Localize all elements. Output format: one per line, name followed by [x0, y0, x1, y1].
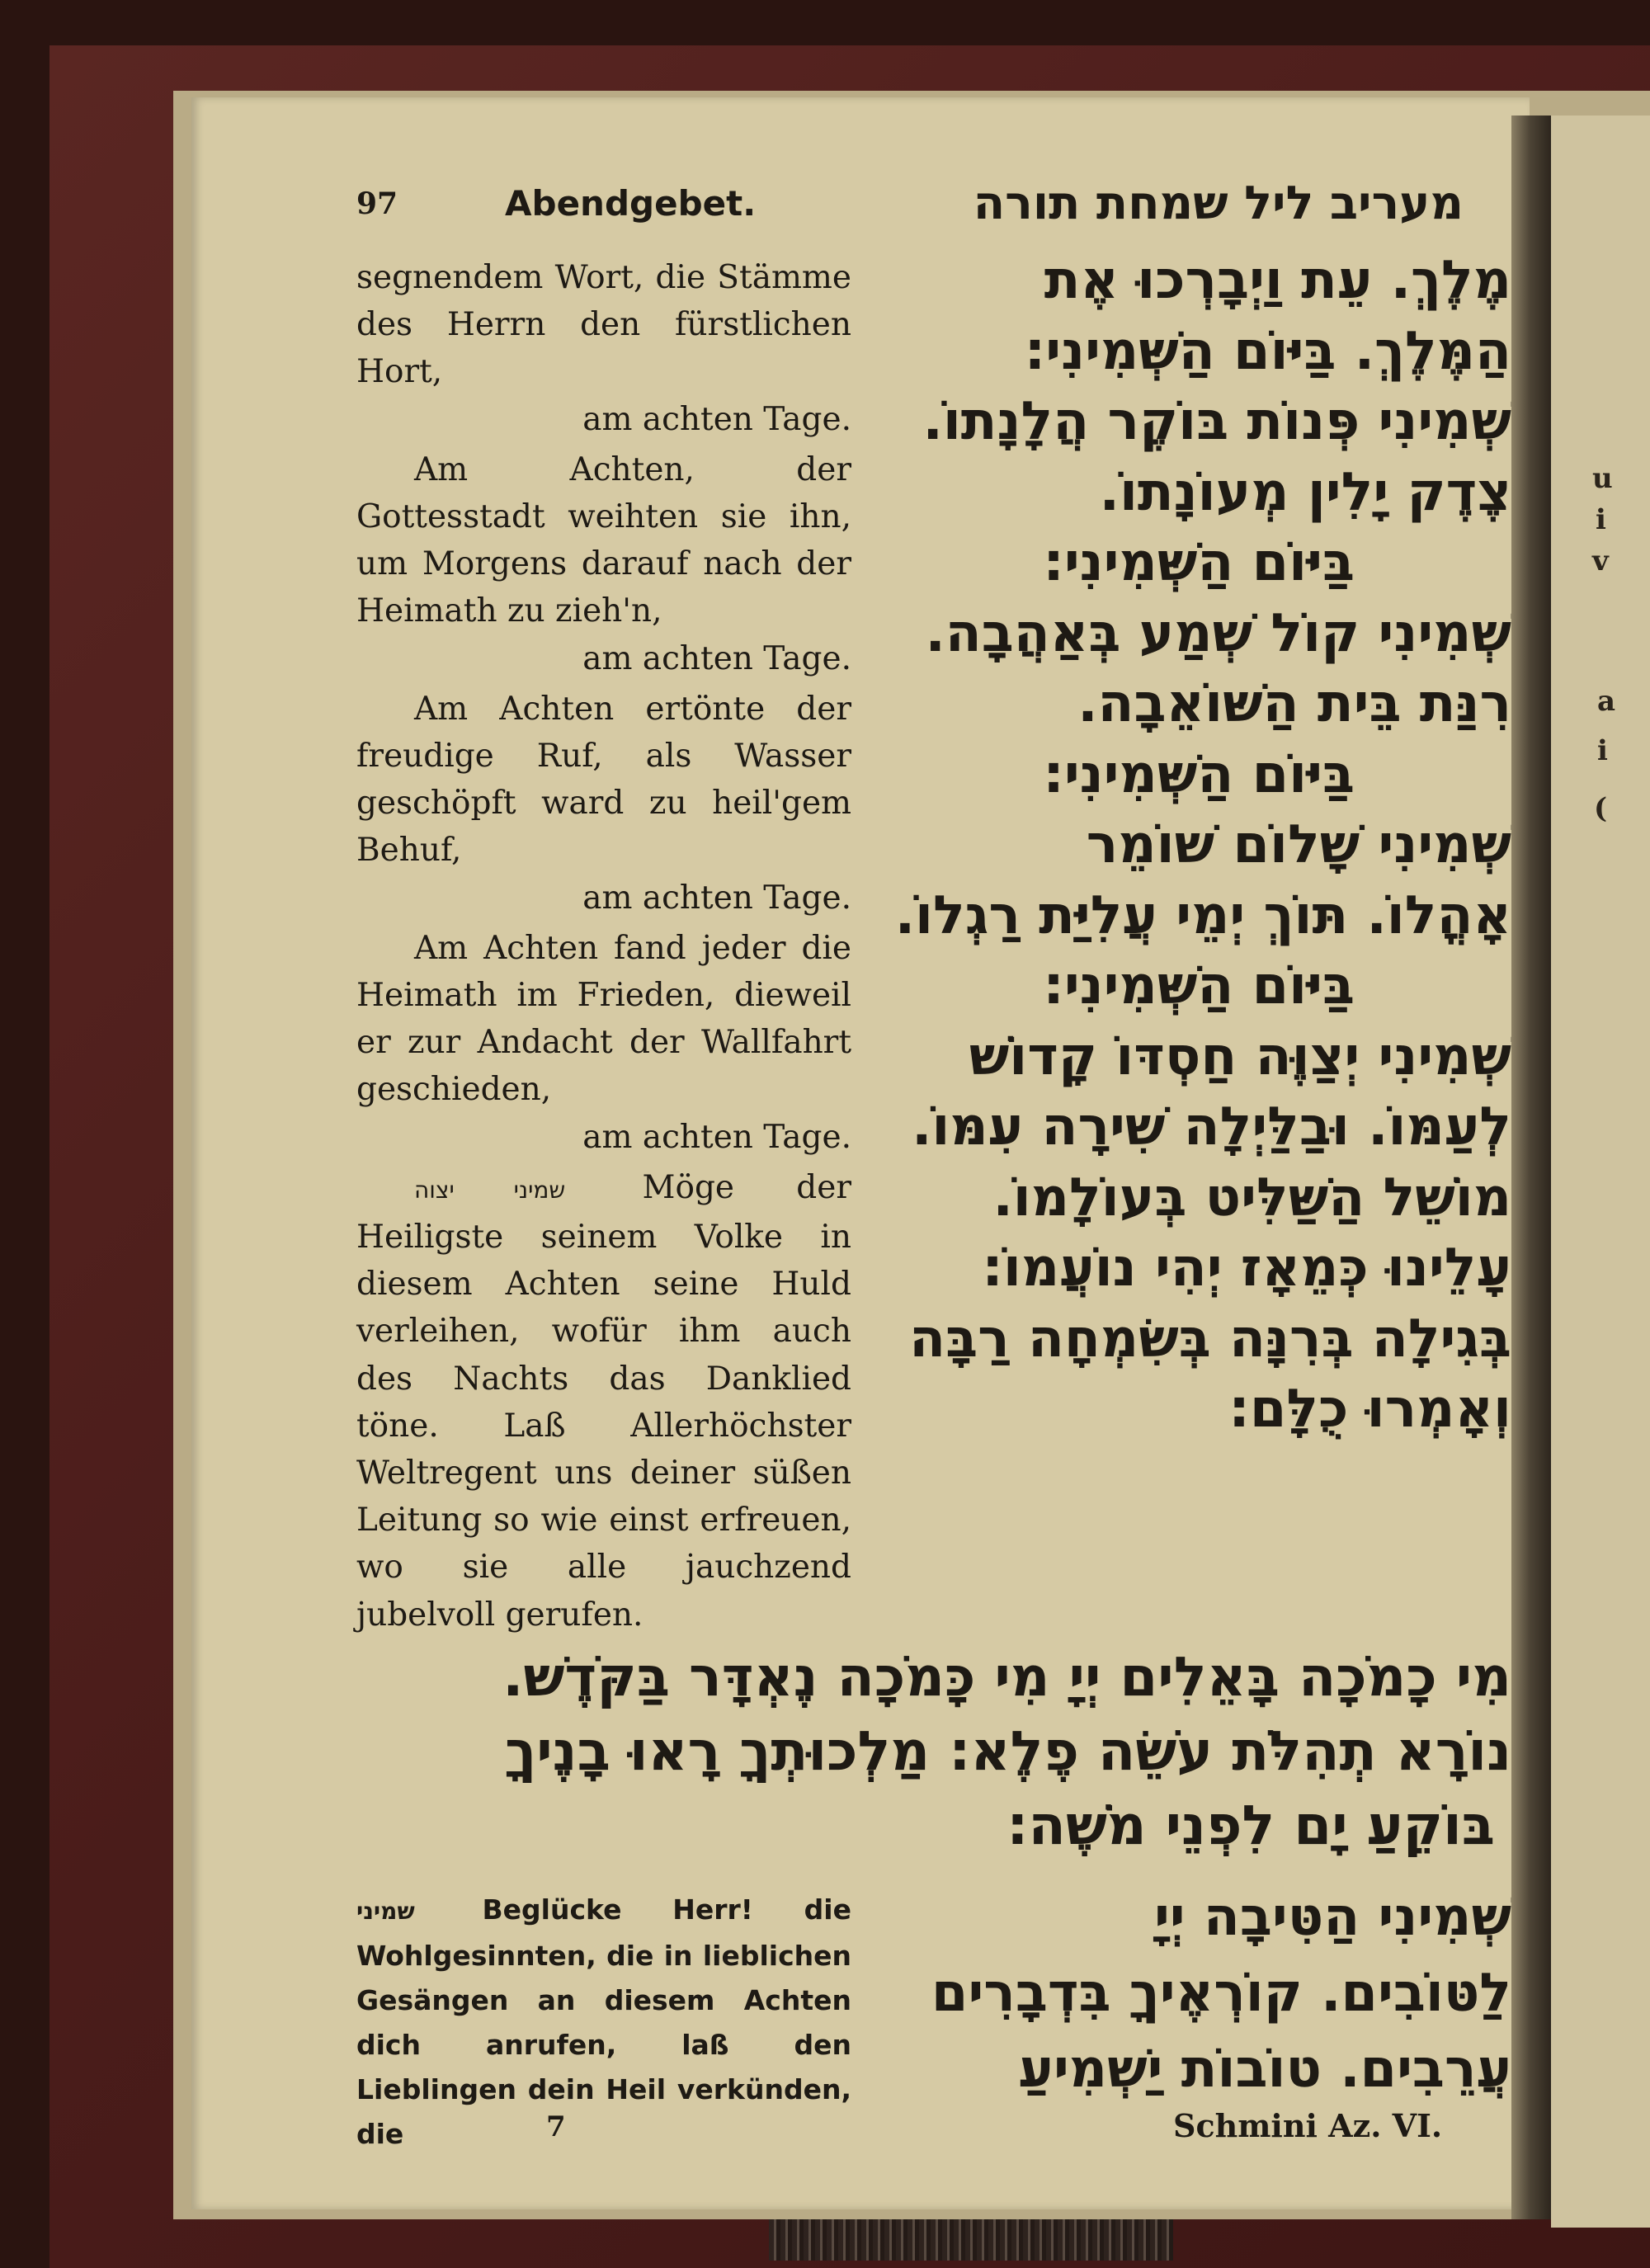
hebrew-line: שְׁמִינִי יְצַוֶּה חַסְדּוֹ קָדוֹשׁ [969, 1026, 1511, 1087]
hebrew-line: עֲרֵבִים. טוֹבוֹת יַשְׁמִיעַ [1018, 2039, 1511, 2100]
german-stanza-2: Am Achten, der Gottesstadt weihten sie ihn, um Morgens darauf nach der Heimath zu zieh'n, am achten Tage. [356, 450, 851, 677]
hebrew-refrain: בַּיּוֹם הַשְּׁמִינִי: [1043, 955, 1355, 1016]
german-bottom-paragraph: שמיני Beglücke Herr! die Wohlgesinnten, die in lieblichen Gesängen an diesem Achten dich anrufen, laß den Lieblingen dein Heil verkünden, die [356, 1893, 851, 2150]
german-translation-column [356, 254, 851, 1642]
hebrew-line: נוֹרָא תְהִלֹּת עֹשֵׂה פֶלֶא: מַלְכוּתְךָ רָאוּ בָנֶיךָ [505, 1719, 1511, 1783]
hebrew-line: לְעַמּוֹ. וּבַלַּיְלָה שִׁירָה עִמּוֹ. [912, 1096, 1511, 1158]
german-stanza-4: Am Achten fand jeder die Heimath im Frieden, dieweil er zur Andacht der Wallfahrt geschieden, am achten Tage. [356, 929, 851, 1156]
german-stanza-1: segnendem Wort, die Stämme des Herrn den fürstlichen Hort, am achten Tage. [356, 259, 851, 438]
running-title: Abendgebet. [505, 183, 757, 224]
hebrew-line: וְאָמְרוּ כֻלָּם: [1228, 1379, 1511, 1440]
hebrew-line: הַמֶּלֶךְ. בַּיּוֹם הַשְּׁמִינִי: [1024, 320, 1511, 382]
hebrew-refrain: בַּיּוֹם הַשְּׁמִינִי: [1043, 532, 1355, 593]
page-number: 97 [356, 186, 398, 221]
book-gutter [1511, 116, 1553, 2219]
hebrew-line: אָהֳלוֹ. תּוֹךְ יְמֵי עֲלִיַּת רַגְלוֹ. [894, 884, 1511, 946]
hebrew-line: שְׁמִינִי קוֹל שְׁמַע בְּאַהֲבָה. [925, 602, 1511, 664]
hebrew-line: בּוֹקֵעַ יָם לִפְנֵי מֹשֶׁה: [1006, 1794, 1495, 1857]
hebrew-line: לַטּוֹבִים. קוֹרְאֶיךָ בִּדְבָרִים [931, 1963, 1511, 2024]
hebrew-refrain: בַּיּוֹם הַשְּׁמִינִי: [1043, 743, 1355, 805]
hebrew-line: שְׁמִינִי הַטִּיבָה יְיָ [1153, 1887, 1511, 1948]
hebrew-running-title: מעריב ליל שמחת תורה [973, 177, 1464, 230]
signature-mark: 7 [546, 2110, 566, 2143]
hebrew-line: בְּגִילָה בְּרִנָּה בְּשִׂמְחָה רַבָּה [909, 1308, 1511, 1370]
hebrew-line: שְׁמִינִי שָׁלוֹם שׁוֹמֵר [1086, 814, 1511, 875]
library-stamp [769, 2219, 1173, 2261]
hebrew-line: רִנַּת בֵּית הַשּׁוֹאֵבָה. [1077, 673, 1511, 734]
hebrew-cue: שמיני [356, 1898, 415, 1925]
mi-chamocha-block [356, 1640, 1511, 1863]
german-stanza-3: Am Achten ertönte der freudige Ruf, als Wasser geschöpft ward zu heil'gem Behuf, am achten Tage. [356, 690, 851, 917]
hebrew-line: מִי כָמֹכָה בָּאֵלִים יְיָ מִי כָּמֹכָה נֶאְדָּר בַּקֹּדֶשׁ. [502, 1645, 1511, 1709]
hebrew-line: מוֹשֵׁל הַשַּׁלִּיט בְּעוֹלָמוֹ. [992, 1167, 1511, 1228]
hebrew-line: צֶדֶק יָלִין מְעוֹנָתוֹ. [1099, 461, 1511, 523]
footer-title: Schmini Az. VI. [1173, 2107, 1443, 2144]
hebrew-piyyut-column [893, 246, 1511, 1445]
book-page [191, 97, 1530, 2209]
hebrew-line: מֶלֶךְ. עֵת וַיְבָרְכוּ אֶת [1044, 250, 1511, 311]
hebrew-line: עָלֵינוּ כְּמֵאָז יְהִי נוֹעֲמוֹ: [982, 1238, 1511, 1299]
hebrew-line: שְׁמִינִי פְּנוֹת בּוֹקֶר הֲלָנָתוֹ. [922, 391, 1511, 452]
hebrew-bottom-block [893, 1879, 1511, 2107]
hebrew-cue: שמיני יצוה [414, 1176, 566, 1204]
facing-page-edge: u i v a i ( [1551, 116, 1650, 2228]
german-stanza-5: שמיני יצוה Möge der Heiligste seinem Volke in diesem Achten seine Huld verleihen, wofür ihm auch des Nachts das Danklied töne. Laß Allerhöchster Weltregent uns deiner süßen Leitung so wie einst erfreuen, wo sie alle jauchzend jubelvoll gerufen. [356, 1168, 851, 1634]
